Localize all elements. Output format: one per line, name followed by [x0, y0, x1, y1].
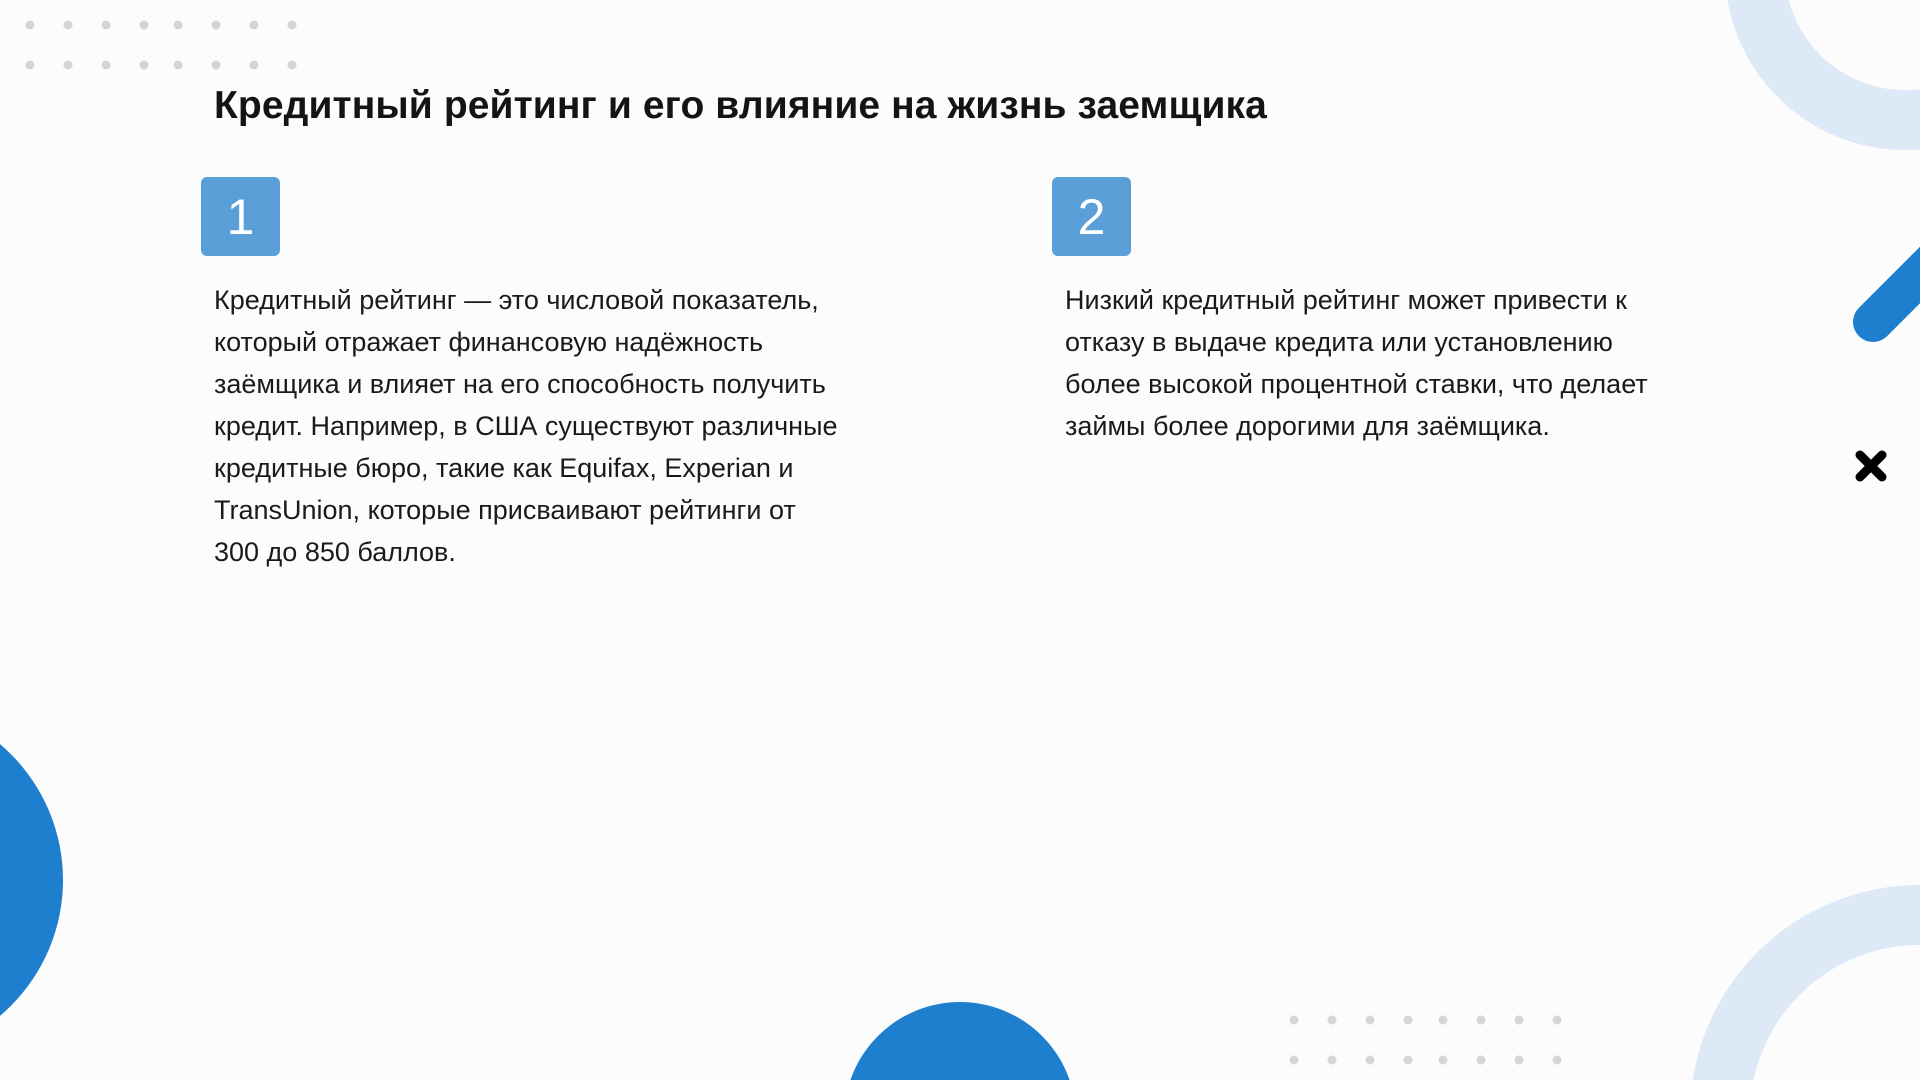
circle-bottom [844, 1002, 1076, 1080]
dot-grid-bottom-right [1290, 1016, 1562, 1065]
circle-left [0, 702, 63, 1058]
info-card-1 [201, 177, 841, 573]
ring-bottom-right [1720, 915, 1920, 1080]
diagonal-pill [1873, 255, 1920, 322]
card-text: Кредитный рейтинг — это числовой показатель, который отражает финансовую надёжность заёмщика и влияет на его способность получить кредит. Например, в США существуют различные кредитные бюро, такие как Equifax, Experian и TransUnion, которые присваивают рейтинги от 300 до 850 баллов. [214, 285, 838, 567]
number-badge: 1 [201, 177, 280, 256]
card-text: Низкий кредитный рейтинг может привести к отказу в выдаче кредита или установлению более высокой процентной ставки, что делает займы более дорогими для заёмщика. [1065, 285, 1648, 441]
close-icon [1860, 455, 1882, 477]
info-card-2 [1052, 177, 1692, 447]
dot-grid-top-left [26, 21, 297, 70]
slide-title: Кредитный рейтинг и его влияние на жизнь заемщика [214, 84, 1267, 127]
number-badge: 2 [1052, 177, 1131, 256]
ring-top-right [1755, 0, 1920, 120]
